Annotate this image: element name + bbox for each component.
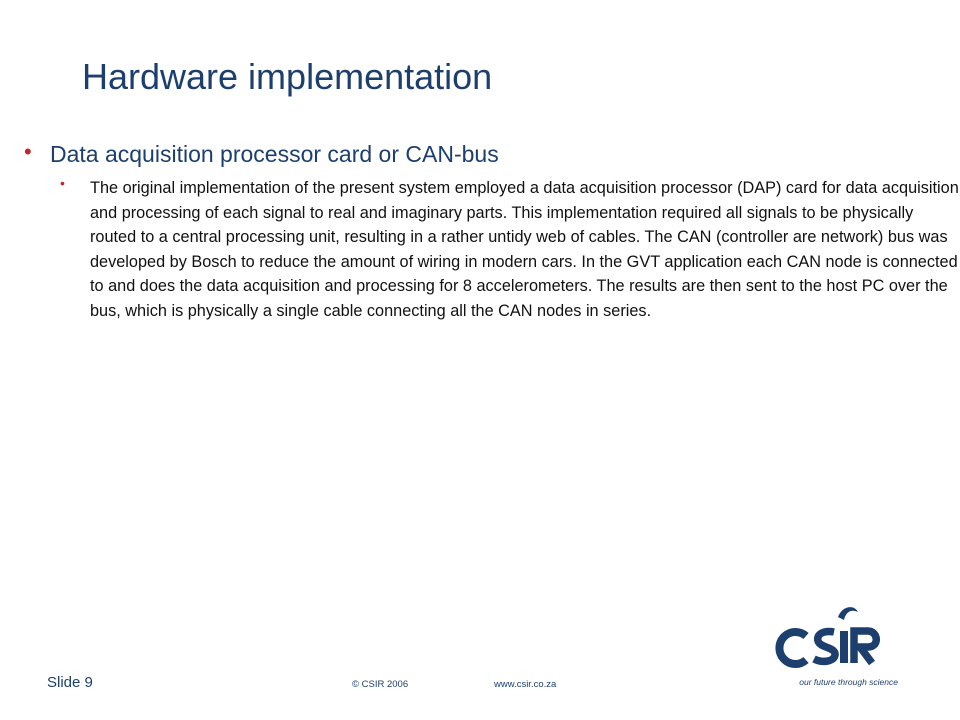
footer-copyright: © CSIR 2006 <box>352 679 409 690</box>
sub-bullet-text: The original implementation of the present system employed a data acquisition processor (DAP) card for data acquisition and processing of each signal to real and imaginary parts. This implementation required all signals to be physically routed to a central processing unit, resulting in a rather untidy web of cables. The CAN (controller are network) bus was developed by Bosch to reduce the amount of wiring in modern cars. In the GVT application each CAN node is connected to and does the data acquisition and processing for 8 accelerometers. The results are then sent to the host PC over the bus, which is physically a single cable connecting all the CAN nodes in series. <box>90 179 959 320</box>
bullet-dot-icon: • <box>24 139 32 164</box>
slide-number: Slide 9 <box>47 674 93 691</box>
logo-tagline: our future through science <box>799 677 898 687</box>
sub-bullet-dot-icon: • <box>60 175 65 191</box>
slide-title: Hardware implementation <box>82 56 493 97</box>
footer-url: www.csir.co.za <box>494 679 557 690</box>
csir-logo <box>772 602 902 690</box>
bullet-text: Data acquisition processor card or CAN-bus <box>50 141 499 167</box>
